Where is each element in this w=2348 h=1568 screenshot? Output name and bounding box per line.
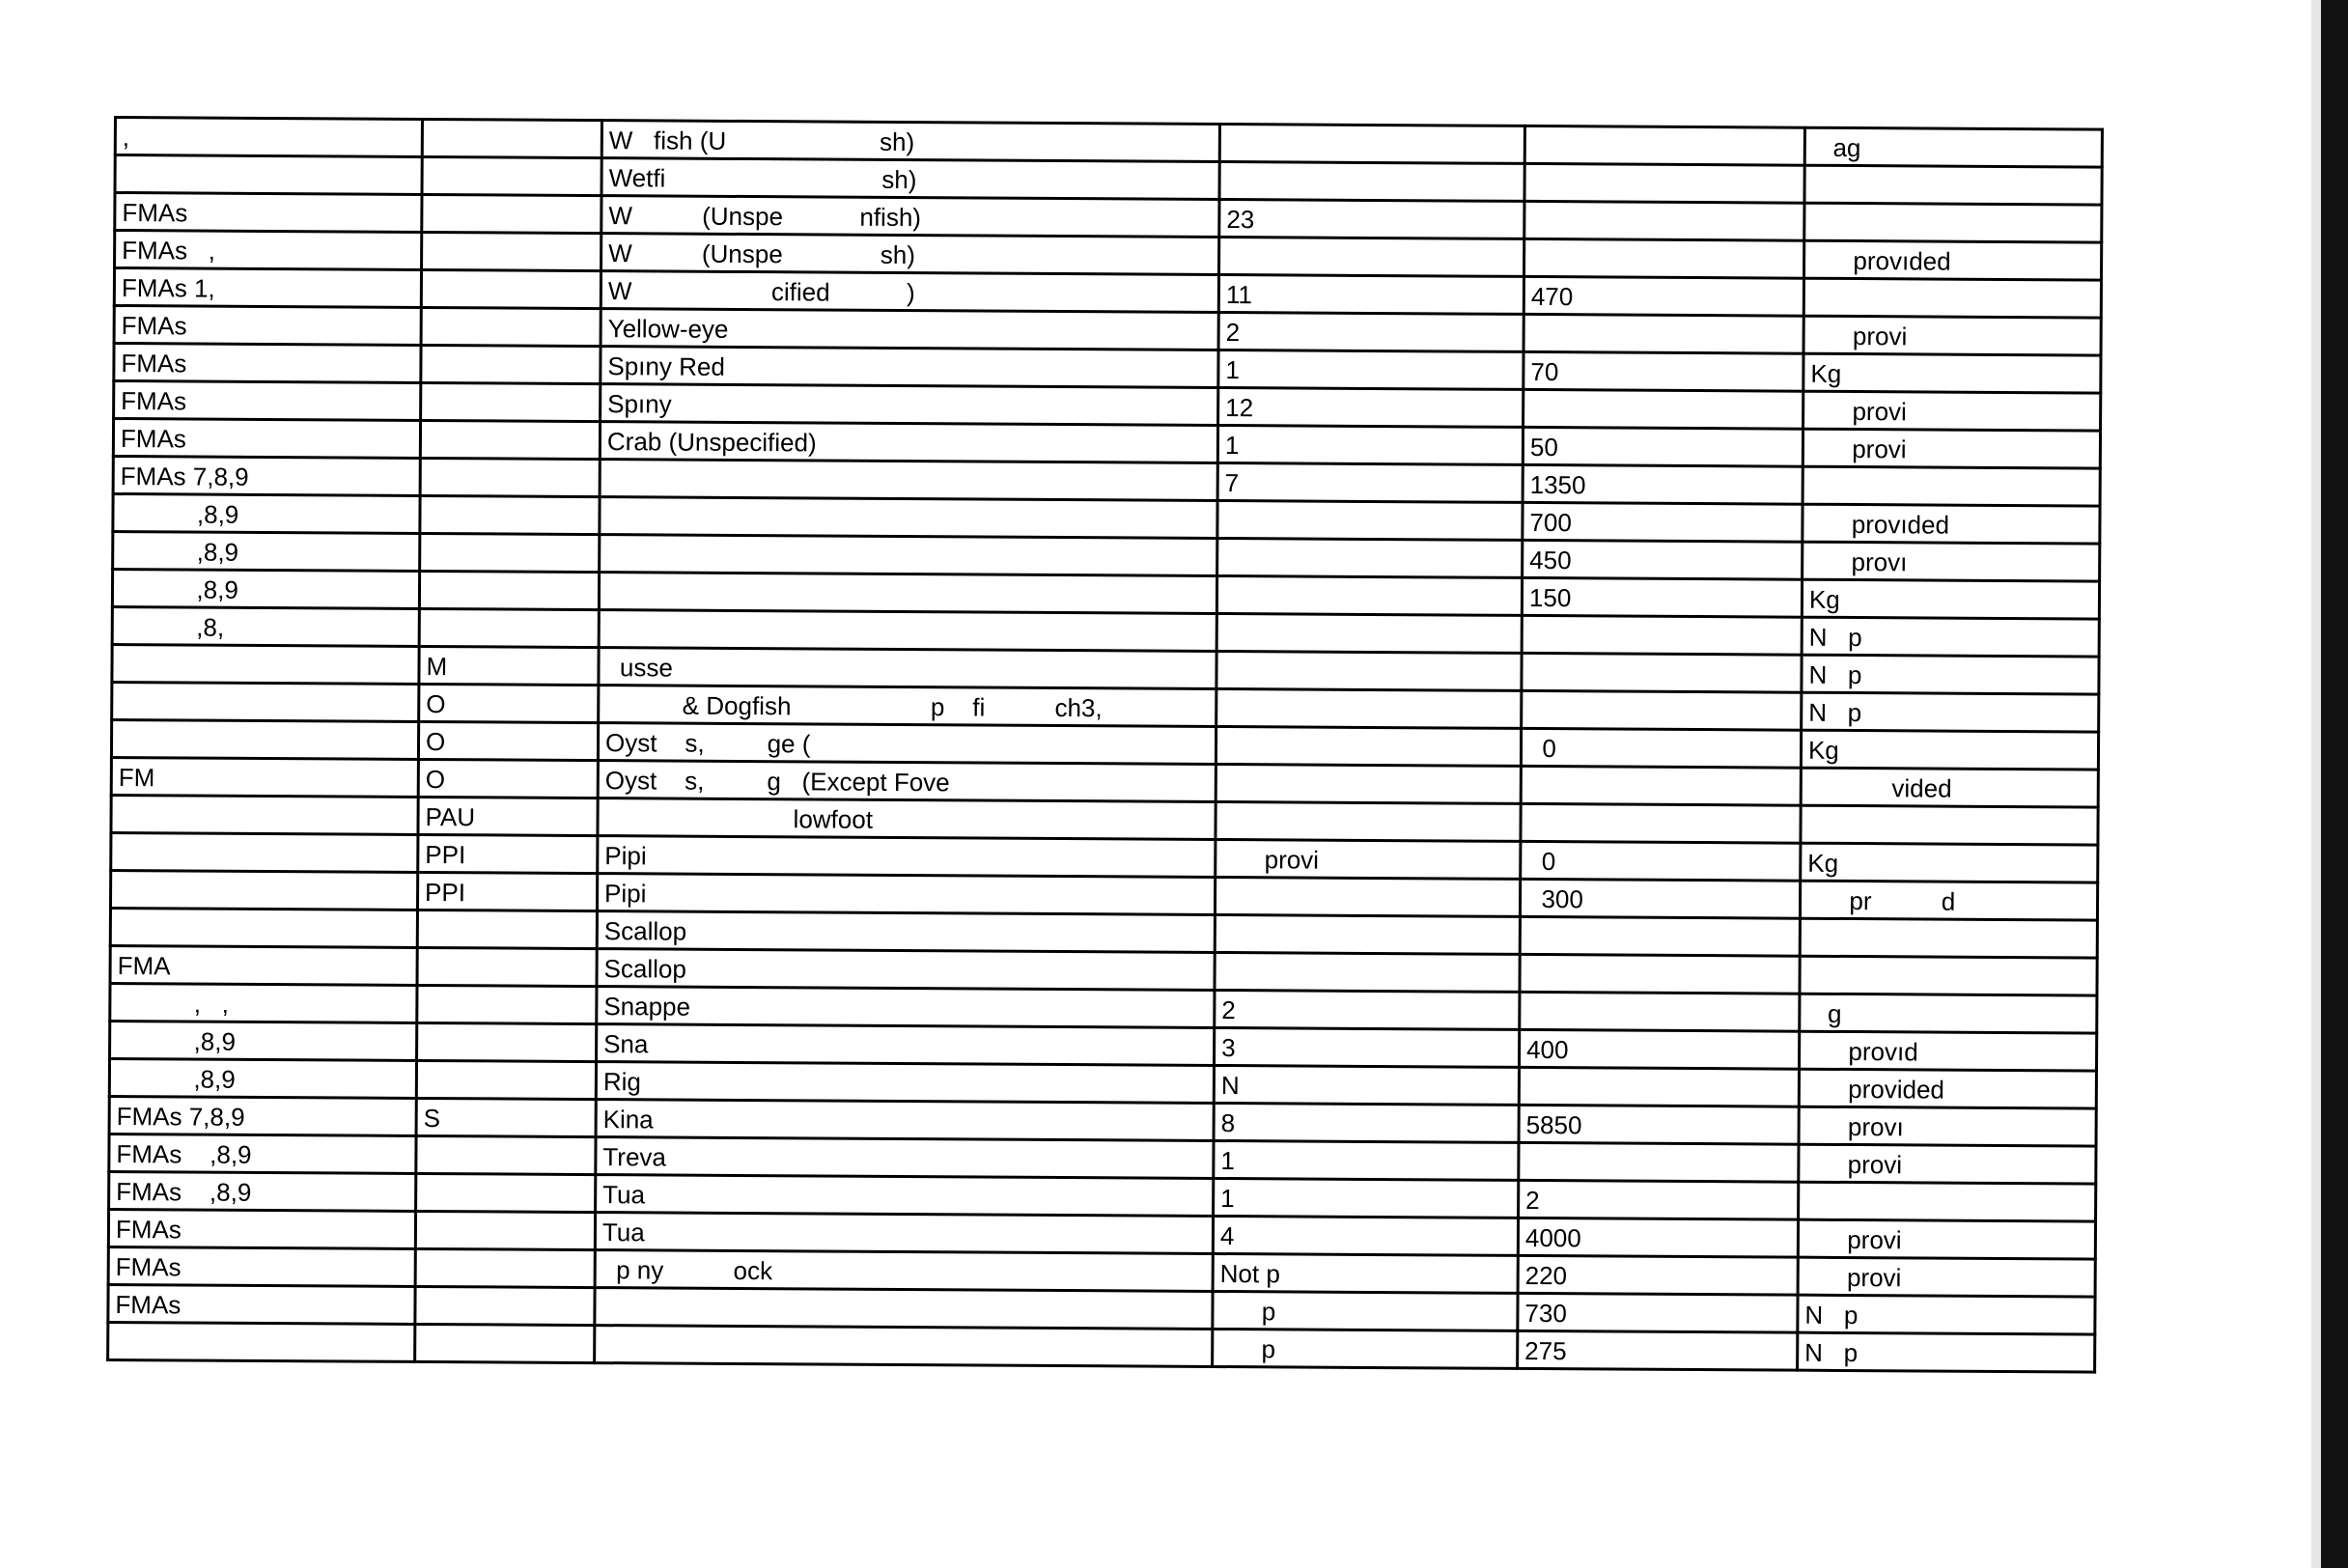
species-cell: Kina bbox=[596, 1100, 1214, 1141]
unit-cell: ag bbox=[1804, 127, 2102, 167]
unit-cell: provıd bbox=[1800, 1031, 2097, 1071]
area-cell: ,8,9 bbox=[112, 570, 419, 609]
area-cell bbox=[111, 719, 418, 759]
quantity-cell bbox=[1524, 201, 1804, 240]
code-cell bbox=[415, 1248, 595, 1287]
area-cell bbox=[108, 1322, 415, 1361]
unit-cell: provıded bbox=[1803, 504, 2100, 544]
quantity-cell: 470 bbox=[1523, 276, 1803, 316]
count-cell: 1 bbox=[1214, 1140, 1519, 1180]
scan-edge-shadow bbox=[2311, 0, 2321, 1568]
count-cell: provi bbox=[1216, 839, 1521, 879]
species-cell bbox=[600, 460, 1217, 501]
area-cell bbox=[111, 795, 418, 834]
count-cell: 23 bbox=[1219, 199, 1524, 238]
count-cell: N bbox=[1214, 1065, 1519, 1105]
quantity-cell bbox=[1521, 803, 1801, 843]
area-cell bbox=[110, 908, 417, 947]
count-cell bbox=[1216, 764, 1521, 803]
species-cell bbox=[600, 497, 1217, 539]
code-cell bbox=[422, 119, 601, 157]
quantity-cell: 5850 bbox=[1519, 1105, 1799, 1144]
count-cell bbox=[1216, 726, 1521, 766]
area-cell bbox=[112, 644, 419, 684]
quantity-cell: 2 bbox=[1519, 1180, 1799, 1219]
quantity-cell bbox=[1520, 992, 1800, 1031]
area-cell: FMAs bbox=[108, 1284, 415, 1324]
species-cell: W cified ) bbox=[601, 271, 1218, 313]
quantity-cell bbox=[1519, 1067, 1799, 1106]
area-cell: ,8,9 bbox=[113, 494, 420, 534]
species-cell: Scallop bbox=[597, 949, 1215, 991]
quantity-cell: 0 bbox=[1521, 841, 1801, 881]
quantity-cell bbox=[1524, 238, 1804, 278]
unit-cell bbox=[1801, 805, 2098, 845]
code-cell bbox=[422, 194, 601, 233]
species-cell: W fish (U sh) bbox=[601, 121, 1219, 162]
unit-cell: provi bbox=[1799, 1144, 2096, 1184]
species-cell: Snappe bbox=[597, 987, 1215, 1028]
unit-cell: N p bbox=[1798, 1332, 2095, 1372]
code-cell bbox=[421, 345, 601, 383]
area-cell: FMAs bbox=[108, 1246, 415, 1286]
count-cell bbox=[1215, 952, 1520, 992]
species-cell: Oyst s, ge ( bbox=[598, 723, 1216, 765]
species-cell: W (Unspe nfish) bbox=[601, 196, 1219, 238]
unit-cell: vided bbox=[1801, 768, 2098, 807]
quantity-cell: 400 bbox=[1520, 1029, 1800, 1069]
quantity-cell: 50 bbox=[1523, 427, 1803, 466]
quantity-cell bbox=[1524, 126, 1804, 165]
unit-cell: g bbox=[1800, 994, 2097, 1033]
count-cell: Not p bbox=[1213, 1253, 1518, 1293]
species-cell: Tua bbox=[596, 1175, 1214, 1217]
quantity-cell: 220 bbox=[1518, 1255, 1798, 1295]
species-cell: Yellow-eye bbox=[601, 309, 1218, 350]
count-cell: 2 bbox=[1215, 990, 1520, 1029]
count-cell: p bbox=[1213, 1291, 1518, 1330]
quantity-cell bbox=[1522, 690, 1802, 730]
unit-cell: Kg bbox=[1801, 730, 2098, 770]
code-cell bbox=[422, 156, 601, 195]
scan-edge-border bbox=[2321, 0, 2348, 1568]
count-cell bbox=[1217, 500, 1523, 540]
code-cell bbox=[415, 1211, 595, 1249]
count-cell: 1 bbox=[1217, 425, 1523, 464]
quantity-cell bbox=[1522, 615, 1802, 655]
quantity-cell bbox=[1521, 766, 1801, 805]
code-cell: M bbox=[419, 646, 599, 685]
count-cell bbox=[1216, 613, 1522, 653]
catch-table-body bbox=[108, 118, 2103, 1373]
code-cell bbox=[417, 947, 597, 986]
area-cell bbox=[112, 682, 419, 721]
unit-cell bbox=[1803, 278, 2101, 318]
species-cell: Tua bbox=[595, 1213, 1213, 1254]
count-cell bbox=[1216, 575, 1522, 615]
unit-cell bbox=[1800, 956, 2097, 995]
area-cell: ,8, bbox=[112, 606, 419, 646]
code-cell bbox=[420, 495, 600, 534]
quantity-cell bbox=[1520, 916, 1800, 956]
unit-cell: provıded bbox=[1804, 240, 2102, 280]
species-cell: Spıny bbox=[601, 384, 1218, 426]
code-cell bbox=[417, 1022, 597, 1061]
count-cell: 2 bbox=[1218, 312, 1523, 351]
unit-cell: provi bbox=[1803, 316, 2101, 355]
area-cell: FMAs bbox=[113, 419, 420, 459]
species-cell bbox=[595, 1288, 1213, 1330]
species-cell bbox=[600, 535, 1217, 576]
code-cell bbox=[419, 571, 599, 609]
species-cell: Sna bbox=[597, 1024, 1215, 1066]
count-cell bbox=[1219, 161, 1524, 201]
count-cell: 11 bbox=[1218, 274, 1523, 314]
code-cell: O bbox=[419, 684, 599, 722]
catch-table bbox=[106, 116, 2104, 1374]
code-cell bbox=[416, 1135, 596, 1174]
count-cell bbox=[1219, 237, 1524, 276]
species-cell: usse bbox=[599, 648, 1216, 689]
area-cell: FMAs 1, bbox=[114, 268, 421, 308]
unit-cell: Kg bbox=[1802, 579, 2099, 619]
species-cell bbox=[599, 573, 1216, 614]
unit-cell bbox=[1800, 918, 2097, 958]
count-cell bbox=[1215, 914, 1520, 954]
species-cell bbox=[595, 1326, 1213, 1367]
unit-cell: provi bbox=[1798, 1257, 2095, 1297]
unit-cell: Kg bbox=[1803, 353, 2101, 393]
area-cell: ,8,9 bbox=[109, 1058, 416, 1098]
area-cell: ,8,9 bbox=[110, 1021, 417, 1060]
unit-cell: N p bbox=[1798, 1295, 2095, 1334]
quantity-cell: 150 bbox=[1522, 577, 1802, 617]
area-cell: FMAs , bbox=[115, 231, 422, 270]
count-cell bbox=[1217, 538, 1523, 577]
count-cell: 3 bbox=[1215, 1027, 1520, 1067]
count-cell: 4 bbox=[1213, 1216, 1518, 1255]
count-cell: 8 bbox=[1214, 1103, 1519, 1142]
unit-cell: provi bbox=[1798, 1219, 2095, 1259]
code-cell bbox=[420, 420, 600, 459]
species-cell: Pipi bbox=[598, 836, 1216, 878]
quantity-cell: 4000 bbox=[1518, 1218, 1798, 1257]
unit-cell: Kg bbox=[1801, 843, 2098, 882]
unit-cell: provi bbox=[1803, 391, 2101, 431]
quantity-cell: 70 bbox=[1523, 351, 1803, 391]
unit-cell: N p bbox=[1802, 692, 2099, 732]
unit-cell bbox=[1803, 466, 2100, 506]
code-cell bbox=[422, 232, 601, 270]
species-cell: Pipi bbox=[597, 874, 1215, 915]
area-cell: FMAs bbox=[114, 381, 421, 421]
code-cell bbox=[417, 985, 597, 1023]
code-cell bbox=[419, 608, 599, 647]
species-cell: Rig bbox=[596, 1062, 1214, 1104]
unit-cell: N p bbox=[1802, 617, 2099, 657]
quantity-cell bbox=[1523, 314, 1803, 353]
quantity-cell: 730 bbox=[1518, 1293, 1798, 1332]
area-cell bbox=[110, 870, 417, 910]
species-cell: Scallop bbox=[597, 911, 1215, 953]
unit-cell: N p bbox=[1802, 655, 2099, 694]
quantity-cell: 0 bbox=[1521, 728, 1801, 768]
species-cell: Wetfi sh) bbox=[601, 158, 1219, 200]
quantity-cell: 300 bbox=[1520, 879, 1800, 918]
species-cell: p ny ock bbox=[595, 1250, 1213, 1292]
code-cell: S bbox=[416, 1098, 596, 1136]
area-cell: FMAs 7,8,9 bbox=[109, 1096, 416, 1135]
count-cell bbox=[1219, 124, 1524, 163]
code-cell bbox=[421, 382, 601, 421]
quantity-cell: 450 bbox=[1523, 540, 1803, 579]
code-cell: O bbox=[418, 721, 598, 760]
area-cell: FMA bbox=[110, 945, 417, 985]
quantity-cell bbox=[1522, 653, 1802, 692]
count-cell: 1 bbox=[1218, 350, 1523, 389]
quantity-cell: 700 bbox=[1523, 502, 1803, 542]
count-cell bbox=[1216, 651, 1522, 690]
quantity-cell bbox=[1524, 163, 1804, 203]
code-cell bbox=[416, 1060, 596, 1099]
code-cell: PPI bbox=[417, 872, 597, 910]
code-cell bbox=[420, 533, 600, 572]
area-cell: FMAs ,8,9 bbox=[109, 1171, 416, 1211]
species-cell: Oyst s, g (Except Fove bbox=[598, 761, 1216, 802]
unit-cell bbox=[1804, 165, 2102, 205]
code-cell bbox=[416, 1173, 596, 1212]
area-cell: , bbox=[115, 118, 422, 157]
count-cell: p bbox=[1213, 1329, 1518, 1368]
species-cell: Spıny Red bbox=[601, 347, 1218, 388]
species-cell: & Dogfish p fi ch3, bbox=[599, 686, 1216, 727]
unit-cell: provı bbox=[1799, 1106, 2096, 1146]
species-cell: Treva bbox=[596, 1137, 1214, 1179]
count-cell bbox=[1216, 801, 1521, 841]
count-cell: 1 bbox=[1214, 1178, 1519, 1218]
count-cell bbox=[1215, 877, 1520, 916]
area-cell bbox=[115, 155, 422, 195]
code-cell: O bbox=[418, 759, 598, 798]
quantity-cell bbox=[1520, 954, 1800, 994]
area-cell: FMAs 7,8,9 bbox=[113, 457, 420, 496]
count-cell: 12 bbox=[1218, 387, 1523, 427]
unit-cell: provided bbox=[1799, 1069, 2096, 1108]
area-cell: FMAs bbox=[114, 344, 421, 383]
area-cell: FMAs bbox=[114, 306, 421, 346]
unit-cell bbox=[1804, 203, 2102, 242]
quantity-cell: 1350 bbox=[1523, 464, 1803, 504]
quantity-cell bbox=[1523, 389, 1803, 429]
code-cell bbox=[415, 1324, 595, 1362]
code-cell: PPI bbox=[418, 834, 598, 873]
count-cell: 7 bbox=[1217, 462, 1523, 502]
quantity-cell: 275 bbox=[1518, 1330, 1798, 1370]
area-cell: FMAs ,8,9 bbox=[109, 1134, 416, 1173]
species-cell: W (Unspe sh) bbox=[601, 234, 1219, 275]
species-cell bbox=[599, 610, 1216, 652]
unit-cell: pr d bbox=[1800, 881, 2097, 920]
code-cell bbox=[415, 1286, 595, 1325]
area-cell: FMAs bbox=[108, 1209, 415, 1248]
species-cell: Crab (Unspecified) bbox=[600, 422, 1217, 463]
unit-cell: provi bbox=[1803, 429, 2100, 468]
quantity-cell bbox=[1519, 1142, 1799, 1182]
area-cell bbox=[111, 832, 418, 872]
code-cell bbox=[421, 269, 601, 308]
code-cell bbox=[420, 458, 600, 496]
unit-cell bbox=[1799, 1182, 2096, 1221]
species-cell: lowfoot bbox=[598, 798, 1216, 840]
area-cell: FMAs bbox=[115, 193, 422, 233]
code-cell bbox=[417, 910, 597, 948]
count-cell bbox=[1216, 688, 1522, 728]
code-cell: PAU bbox=[418, 797, 598, 835]
unit-cell: provı bbox=[1803, 542, 2100, 581]
area-cell: FM bbox=[111, 757, 418, 797]
area-cell: , , bbox=[110, 983, 417, 1022]
area-cell: ,8,9 bbox=[113, 532, 420, 572]
code-cell bbox=[421, 307, 601, 346]
